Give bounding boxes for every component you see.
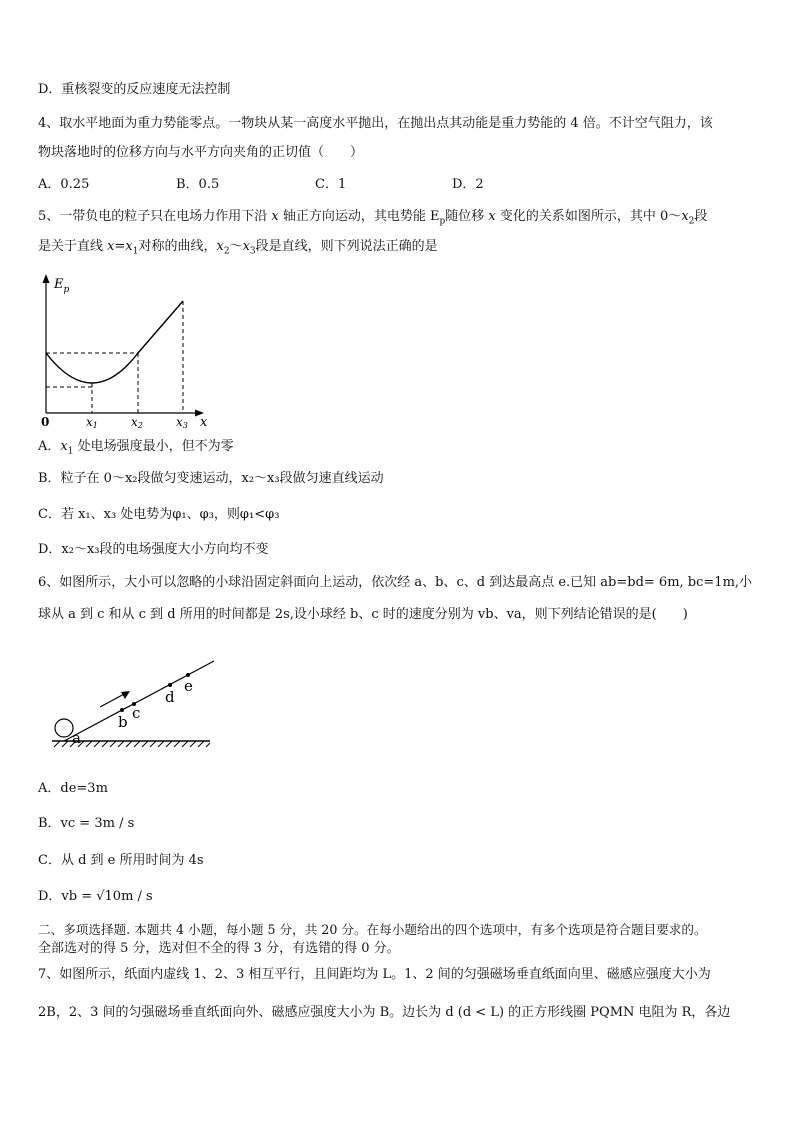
q5-text-1a: 5、一带负电的粒子只在电场力作用下沿 [38,209,268,224]
q5-text-2a: 是关于直线 [38,239,104,254]
q7-stem-line2: 2B，2、3 间的匀强磁场垂直纸面向外、磁感应强度大小为 B。边长为 d (d < L) 的正方形线圈 PQMN 电阻为 R，各边 [38,1005,731,1020]
q5-option-d: D．x₂～x₃段的电场强度大小方向均不变 [38,542,269,557]
ball [55,719,73,737]
label-c: c [132,704,141,722]
q4-stem-line2: 物块落地时的位移方向与水平方向夹角的正切值（ ） [38,145,364,160]
q5-text-1e: 段 [694,209,708,224]
x-axis-label: x [200,415,208,428]
y-axis-arrow-icon [43,274,50,283]
q5-stem-line2: 是关于直线 $x=x_1$对称的曲线，$x_2\sim x_3$段是直线，则下列说法正确的是 [38,239,438,257]
q5-text-2c: 段是直线，则下列说法正确的是 [255,239,438,254]
origin-label: 0 [41,415,50,428]
x2-label: x2 [131,415,143,428]
point-d-dot [168,683,172,687]
label-a: a [72,729,81,747]
q5-text-1c: 随位移 [445,209,485,224]
x1-label: x1 [86,415,98,428]
q6-stem-line2: 球从 a 到 c 和从 c 到 d 所用的时间都是 2s,设小球经 b、c 时的速度分别为 vb、va，则下列结论错误的是( ) [38,607,688,622]
q6-option-b: B．vc = 3m / s [38,816,135,831]
section2-heading-line2: 全部选对的得 5 分，选对但不全的得 3 分，有选错的得 0 分。 [38,941,400,956]
q5-option-b: B．粒子在 0～x₂段做匀变速运动，x₂～x₃段做匀速直线运动 [38,471,384,486]
x3-label: x3 [176,415,188,428]
q4-option-c: C．1 [315,177,347,192]
q6-option-c: C．从 d 到 e 所用时间为 4s [38,853,204,868]
incline-line [64,661,214,741]
q4-option-a: A．0.25 [38,177,90,192]
q6-option-d: D．vb = √10m / s [38,889,153,904]
label-e: e [184,677,193,695]
q5-text-2b: 对称的曲线， [138,239,217,254]
q4-option-b: B．0.5 [176,177,220,192]
section2-heading-line1: 二、多项选择题. 本题共 4 小题，每小题 5 分，共 20 分。在每小题给出的四个选项中，有多个选项是符合题目要求的。 [38,922,707,937]
q6-incline-figure [42,655,222,755]
q5-ep-graph [28,268,228,428]
q5-option-a-text: 处电场强度最小，但不为零 [77,439,234,454]
q6-stem-line1: 6、如图所示，大小可以忽略的小球沿固定斜面向上运动，依次经 a、b、c、d 到达最高点 e.已知 ab=bd= 6m, bc=1m,小 [38,575,753,590]
point-b-dot [120,708,124,712]
q5-option-c: C．若 x₁、x₃ 处电势为φ₁、φ₃，则φ₁<φ₃ [38,507,280,522]
q7-stem-line1: 7、如图所示，纸面内虚线 1、2、3 相互平行，且间距均为 L。1、2 间的匀强磁场垂直纸面向里、磁感应强度大小为 [38,967,711,982]
q4-stem-line1: 4、取水平地面为重力势能零点。一物块从某一高度水平抛出，在抛出点其动能是重力势能的 4 倍。不计空气阻力，该 [38,116,713,131]
y-axis-label: $E_p$ [54,277,70,295]
q4-option-d: D．2 [452,177,484,192]
q5-text-1b: 轴正方向运动，其电势能 E [282,209,440,224]
q3-option-d: D．重核裂变的反应速度无法控制 [38,82,231,97]
q6-option-a: A．de=3m [38,781,108,796]
label-d: d [165,688,175,706]
q5-text-1d: 变化的关系如图所示，其中 0～ [499,209,682,224]
motion-arrow-line [100,693,126,707]
label-b: b [118,713,128,731]
ep-curve [46,301,183,383]
q5-stem-line1: 5、一带负电的粒子只在电场力作用下沿 x 轴正方向运动，其电势能 $E_p$随位移 x 变化的关系如图所示，其中 $0\sim x_2$段 [38,209,708,227]
q5-option-a: A．$x_1$ 处电场强度最小，但不为零 [38,439,234,457]
